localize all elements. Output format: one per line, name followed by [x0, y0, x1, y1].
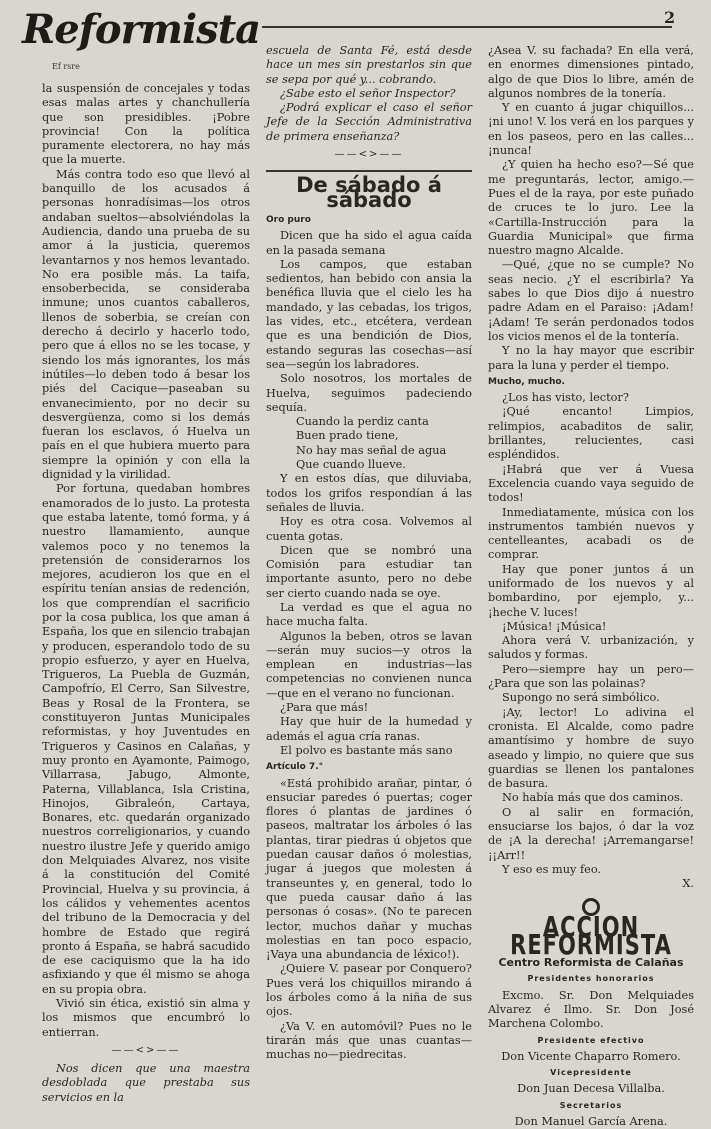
paragraph: Hoy es otra cosa. Volvemos al cuenta gotas.	[266, 515, 472, 543]
paragraph: la suspensión de concejales y todas esas malas artes y chanchullería que son presidibles. ¡Pobre provincia! Con la política puramente electorera, no hay más que la muerte.	[42, 82, 250, 167]
paragraph: O al salir en formación, ensuciarse los bajos, ó dar la voz de ¡A la derecha! ¡Arremangarse! ¡¡Arr!!	[488, 805, 694, 862]
paragraph: ¿Va V. en automóvil? Pues no le tirarán más que unas cuantas—muchas no—piedrecitas.	[266, 1019, 472, 1062]
paragraph: Vivió sin ética, existió sin alma y los mismos que encumbró lo entierran.	[42, 997, 250, 1039]
paragraph: Inmediatamente, música con los instrumentos también nuevos y centelleantes, acabadi os de comprar.	[488, 505, 694, 562]
paragraph: Dicen que se nombró una Comisión para estudiar tan importante asunto, pero no debe ser cierto cuando nada se oye.	[266, 543, 472, 600]
ornament-divider: ——<>——	[334, 149, 404, 161]
role-label: Presidente efectivo	[537, 1035, 645, 1045]
paragraph: ¡Ay, lector! Lo adivina el cronista. El Alcalde, como padre amantísimo y hombre de suyo aseado y limpio, no quiere que sus guardias se llenen los pantalones de basura.	[488, 705, 694, 791]
role-label: Secretarios	[559, 1100, 623, 1110]
signature: X.	[682, 877, 694, 891]
paragraph: ¿Podrá explicar el caso el señor Jefe de la Sección Administrativa de primera enseñanza?	[266, 101, 472, 143]
paragraph: ¿Quiere V. pasear por Conquero? Pues verá los chiquillos mirando á los árboles como á la niña de sus ojos.	[266, 962, 472, 1019]
column-3	[488, 44, 694, 1129]
page-number: 2	[664, 8, 676, 27]
column-1	[42, 82, 250, 1105]
paragraph: Don Manuel García Arena.	[514, 1115, 668, 1129]
paragraph: «Está prohibido arañar, pintar, ó ensuciar paredes ó puertas; coger flores ó plantas de jardines ó paseos, maltratar los árboles ó las plantas, tirar piedras ú objetos que puedan causar daños ó molestias, jugar á juegos que molesten á transeuntes y, en general, todo lo que pueda causar daño á las personas ó cosas». (No te parecen lector, muchos dañar y muchas molestias en tan poco espacio, ¡Vaya una abundancia de léxico!).	[266, 776, 472, 962]
paragraph: escuela de Santa Fé, está desde hace un mes sin prestarlos sin que se sepa por qué y... cobrando.	[266, 44, 472, 86]
paragraph: Nos dicen que una maestra desdoblada que prestaba sus servicios en la	[42, 1062, 250, 1104]
paragraph: Ahora verá V. urbanización, y saludos y formas.	[488, 634, 694, 662]
paragraph: ¿Y quien ha hecho eso?—Sé que me preguntarás, lector, amigo.—Pues el de la raya, por este puñado de cruces te lo juro. Lee la «Cartilla-Instrucción para la Guardia Municipal» que firma nuestro magno Alcalde.	[488, 158, 694, 258]
paragraph: ¿Para que más!	[280, 701, 369, 715]
section-title: ACCION REFORMISTA	[510, 910, 672, 961]
paragraph: ¿Sabe esto el señor Inspector?	[280, 86, 456, 100]
verse-line: Buen prado tiene,	[296, 429, 399, 443]
paragraph: ¿Asea V. su fachada? En ella verá, en enormes dimensiones pintado, algo de que Dios lo libre, amén de algunos nombres de la tonería.	[488, 44, 694, 100]
role-label: Presidentes honorarios	[527, 974, 655, 984]
role-label: Vicepresidente	[550, 1068, 632, 1078]
verse-line: No hay mas señal de agua	[296, 443, 447, 457]
paragraph: ¡Música! ¡Música!	[502, 619, 607, 633]
paragraph: Los campos, que estaban sedientos, han bebido con ansia la benéfica lluvia que el cielo les ha mandado, y las cebadas, los trigos, las vides, etc., etcétera, verdean que es una bendición de Dios, estando seguras las cosechas—así sea—según los labradores.	[266, 257, 472, 371]
column-2	[266, 44, 472, 1062]
paragraph: Dicen que ha sido el agua caída en la pasada semana	[266, 229, 472, 257]
paragraph: Y no la hay mayor que escribir para la luna y perder el tiempo.	[488, 344, 694, 372]
paragraph: Y en estos días, que diluviaba, todos los grifos respondían á las señales de lluvia.	[266, 472, 472, 514]
subheading: Oro puro	[266, 214, 311, 225]
header-rule	[262, 26, 672, 28]
subheading: Mucho, mucho.	[488, 376, 565, 387]
centro-title: Centro Reformista de Calañas	[498, 956, 684, 970]
paragraph: Solo nosotros, los mortales de Huelva, seguimos padeciendo sequía.	[266, 372, 472, 414]
verse-line: Cuando la perdiz canta	[296, 415, 429, 429]
paragraph: ¿Los has visto, lector?	[502, 391, 629, 405]
paragraph: Don Vicente Chaparro Romero.	[501, 1049, 681, 1063]
paragraph: Hay que poner juntos á un uniformado de los nuevos y al bombardino, por ejemplo, y... ¡heche V. luces!	[488, 562, 694, 619]
ornament-divider: ——<>——	[111, 1044, 181, 1056]
verse-line: Que cuando llueve.	[296, 458, 406, 472]
masthead-logo: Reformista	[22, 6, 261, 53]
paragraph: Algunos la beben, otros se lavan—serán muy sucios—y otros la emplean en industrias—las competencias no convienen nunca—que en el verano no funcionan.	[266, 629, 472, 700]
paragraph: Don Juan Decesa Villalba.	[517, 1082, 665, 1096]
paragraph: Y eso es muy feo.	[502, 862, 602, 876]
paragraph: Pero—siempre hay un pero—¿Para que son las polainas?	[488, 662, 694, 691]
paragraph: —Qué, ¿que no se cumple? No seas necio. ¿Y el escribirla? Ya sabes lo que Dios dijo á nuestro padre Adam en el Paraiso: ¡Adam! ¡Adam! Te serán perdonados todos los vicios menos el de la tontería.	[488, 258, 694, 343]
paragraph: ¡Habrá que ver á Vuesa Excelencia cuando vaya seguido de todos!	[488, 462, 694, 505]
paragraph: No había más que dos caminos.	[502, 791, 684, 805]
paragraph: Y en cuanto á jugar chiquillos...¡ni uno! V. los verá en los parques y en los paseos, pero en las calles... ¡nunca!	[488, 101, 694, 158]
paragraph: Hay que huir de la humedad y además el agua cría ranas.	[266, 715, 472, 743]
paragraph: ¡Qué encanto! Limpios, relimpios, acabaditos de salir, brillantes, relucientes, casi espléndidos.	[488, 405, 694, 462]
paragraph: Por fortuna, quedaban hombres enamorados de lo justo. La protesta que estaba latente, tomó forma, y á nuestro llamamiento, aunque valemos poco y no tenemos la pretensión de considerarnos los mejores, acudieron los que en el espíritu tenían ansias de redención, los que comprendían el sacrificio por la cosa publica, los que aman á España, los que en silencio trabajan y producen, esperandolo todo de su propio esfuerzo, y ayer en Huelva, Trigueros, La Puebla de Guzmán, Campofrío, El Cerro, San Silvestre, Beas y Rosal de la Frontera, se constituyeron Juntas Municipales reformistas, y hoy Juventudes en Trigueros y Casinos en Calañas, y muy pronto en Ayamonte, Paimogo, Villarrasa, Jabugo, Almonte, Paterna, Villablanca, Isla Cristina, Hinojos, Gibraleón, Cartaya, Bonares, etc. quedarán organizado nuestros correligionarios, y cuando nuestro ilustre Jefe y querido amigo don Melquiades Alvarez, nos visite á la constitución del Comité Provincial, Huelva y su provincia, á los cálidos y vehementes acentos del tribuno de la Democracia y del hombre de Estado que regirá pronto á España, se habrá sacudido de ese caciquismo que la ha ido asfixiando y que él mismo se ahoga en su propia obra.	[42, 482, 250, 996]
paragraph: El polvo es bastante más sano	[280, 743, 453, 757]
paragraph: Excmo. Sr. Don Melquiades Alvarez é Ilmo. Sr. Don José Marchena Colombo.	[488, 988, 694, 1031]
subheading: Artículo 7.°	[266, 762, 324, 773]
masthead-tag: Ef rsre	[52, 62, 80, 71]
paragraph: La verdad es que el agua no hace mucha falta.	[266, 600, 472, 629]
paragraph: Más contra todo eso que llevó al banquillo de los acusados á personas honradísimas—los otros andaban sueltos—absolviéndolas la Audiencia, dando una prueba de su amor á la justicia, queremos levantarnos y nos hemos levantado. No era posible más. La taifa, ensoberbecida, se consideraba inmune; unos cuantos caballeros, llenos de soberbia, se creían con derecho á decirlo y hacerlo todo, pero que á ellos no se les tocase, y siendo los más ignorantes, los más inútiles—lo deben todo á besar los piés del Cacique—paseaban su envanecimiento, por no decir su desvergüenza, como si los demás fueran los esclavos, ó Huelva un país en el que hubiera muerto para siempre la opinión y con ella la dignidad y la virilidad.	[42, 167, 250, 482]
paragraph: Supongo no será simbólico.	[502, 691, 660, 705]
section-title: De sábado á sábado	[266, 170, 472, 207]
masthead	[22, 6, 262, 76]
